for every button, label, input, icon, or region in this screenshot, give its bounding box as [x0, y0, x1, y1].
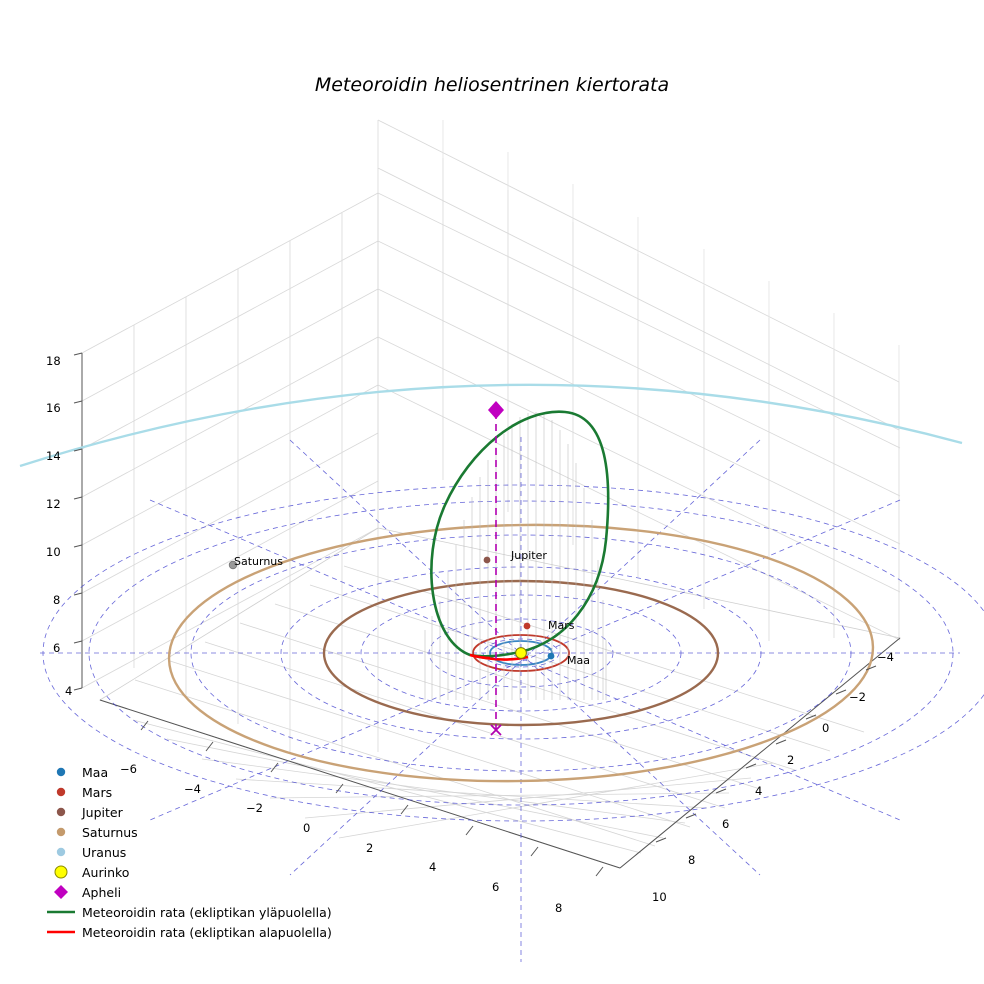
- annotation-mars: Mars: [548, 619, 575, 632]
- legend-item[interactable]: [44, 902, 374, 922]
- legend-item-label: Apheli: [82, 884, 122, 900]
- y-axis-tick-label: 2: [787, 753, 795, 767]
- legend-item[interactable]: [44, 782, 374, 802]
- legend-dot-icon: [44, 862, 78, 882]
- z-axis-tick-label: 14: [46, 449, 61, 463]
- y-axis-tick-label: 4: [755, 784, 763, 798]
- legend-diamond-icon: [44, 882, 78, 902]
- annotation-maa: Maa: [567, 654, 590, 667]
- legend-item[interactable]: [44, 862, 374, 882]
- x-axis-tick-label: 6: [492, 880, 500, 894]
- z-axis-tick-label: 6: [53, 641, 61, 655]
- legend-line-icon: [44, 922, 78, 942]
- grid-pane-back-left: [82, 193, 378, 752]
- z-axis-tick-label: 18: [46, 354, 61, 368]
- legend-item[interactable]: [44, 842, 374, 862]
- chart-legend: [44, 762, 374, 942]
- legend-dot-icon: [44, 842, 78, 862]
- y-axis-tick-label: −2: [849, 690, 866, 704]
- legend-item[interactable]: [44, 882, 374, 902]
- z-axis-tick-label: 10: [46, 545, 61, 559]
- x-axis-tick-label: 8: [555, 901, 563, 915]
- y-axis-tick-label: 8: [688, 853, 696, 867]
- z-axis-tick-label: 4: [65, 684, 73, 698]
- x-axis-tick-label: 2: [366, 841, 374, 855]
- legend-dot-icon: [44, 762, 78, 782]
- legend-item-label: Aurinko: [82, 864, 130, 880]
- marker-aurinko: [516, 648, 527, 659]
- marker-maa: [548, 653, 555, 660]
- x-axis-tick-label: −2: [246, 801, 263, 815]
- x-axis-tick-label: 0: [303, 821, 311, 835]
- legend-item-label: Jupiter: [82, 804, 123, 820]
- legend-dot-icon: [44, 782, 78, 802]
- apheli-marker: [488, 401, 504, 419]
- x-axis-tick-label: −6: [120, 762, 137, 776]
- z-axis-tick-label: 16: [46, 401, 61, 415]
- legend-dot-icon: [44, 802, 78, 822]
- y-axis-tick-label: 0: [822, 721, 830, 735]
- legend-item-label: Saturnus: [82, 824, 138, 840]
- legend-item-label: Uranus: [82, 844, 127, 860]
- legend-dot-icon: [44, 822, 78, 842]
- legend-item-label: Mars: [82, 784, 113, 800]
- annotation-saturnus: Saturnus: [234, 555, 284, 568]
- y-axis-tick-label: 6: [722, 817, 730, 831]
- legend-item[interactable]: [44, 802, 374, 822]
- y-axis-tick-label: −4: [877, 650, 894, 664]
- legend-item-label: Meteoroidin rata (ekliptikan yläpuolella): [82, 904, 332, 920]
- legend-item-label: Maa: [82, 764, 109, 780]
- annotation-jupiter: Jupiter: [511, 549, 547, 562]
- z-axis-tick-label: 8: [53, 593, 61, 607]
- planet-markers: [229, 557, 554, 660]
- page-title: Meteoroidin heliosentrinen kiertorata: [314, 74, 670, 96]
- legend-item[interactable]: [44, 762, 374, 782]
- legend-item[interactable]: [44, 822, 374, 842]
- marker-jupiter: [484, 557, 491, 564]
- marker-mars: [524, 623, 531, 630]
- y-axis-tick-label: 10: [652, 890, 667, 904]
- z-axis-tick-label: 12: [46, 497, 61, 511]
- legend-item[interactable]: [44, 922, 374, 942]
- legend-line-icon: [44, 902, 78, 922]
- x-axis-tick-label: 4: [429, 860, 437, 874]
- x-axis-tick-label: −4: [184, 782, 201, 796]
- legend-item-label: Meteoroidin rata (ekliptikan alapuolella): [82, 924, 332, 940]
